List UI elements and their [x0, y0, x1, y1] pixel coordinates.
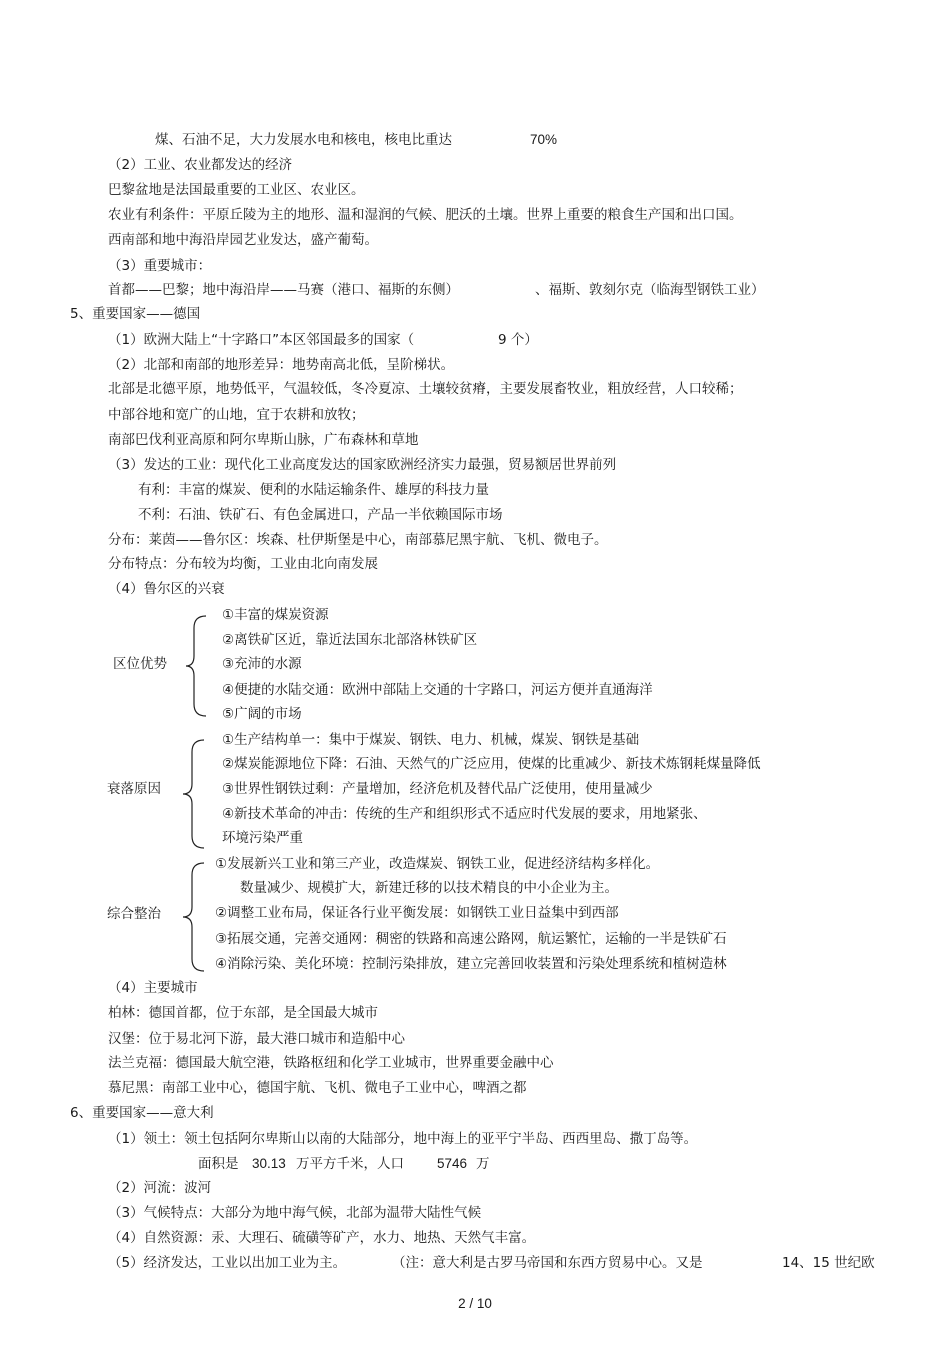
text-line: （2）工业、农业都发达的经济	[108, 157, 293, 173]
text-line: （1）欧洲大陆上“十字路口”本区邻国最多的国家（	[108, 332, 415, 348]
text-line: 不利：石油、铁矿石、有色金属进口，产品一半依赖国际市场	[138, 507, 503, 523]
text-line: 柏林：德国首都，位于东部，是全国最大城市	[108, 1005, 378, 1021]
text-line: （1）领土：领土包括阿尔卑斯山以南的大陆部分，地中海上的亚平宁半岛、西西里岛、撒丁岛等。	[108, 1131, 698, 1147]
list-item: ④消除污染、美化环境：控制污染排放，建立完善回收装置和污染处理系统和植树造林	[215, 956, 727, 972]
brace-icon	[184, 614, 212, 718]
text-line: （注：意大利是古罗马帝国和东西方贸易中心。又是	[392, 1255, 703, 1271]
group-label-decline-reasons: 衰落原因	[107, 781, 161, 797]
text-line: 农业有利条件：平原丘陵为主的地形、温和湿润的气候、肥沃的土壤。世界上重要的粮食生产国和出口国。	[108, 207, 743, 223]
section-heading: 5、重要国家——德国	[70, 306, 201, 322]
text-line: （2）北部和南部的地形差异：地势南高北低，呈阶梯状。	[108, 357, 455, 373]
text-line: 14、15 世纪欧	[782, 1255, 875, 1271]
list-item: ⑤广阔的市场	[222, 706, 302, 722]
text-line: 分布特点：分布较为均衡，工业由北向南发展	[108, 556, 378, 572]
list-item: ③世界性钢铁过剩：产量增加，经济危机及替代品广泛使用，使用量减少	[222, 781, 653, 797]
brace-icon	[180, 738, 210, 850]
text-line: 万	[476, 1156, 490, 1172]
list-item: ①生产结构单一：集中于煤炭、钢铁、电力、机械，煤炭、钢铁是基础	[222, 732, 640, 748]
text-line: 法兰克福：德国最大航空港，铁路枢纽和化学工业城市，世界重要金融中心	[108, 1055, 554, 1071]
text-line: 万平方千米，人口	[296, 1156, 404, 1172]
list-item: ①丰富的煤炭资源	[222, 607, 329, 623]
text-line: 慕尼黑：南部工业中心，德国宇航、飞机、微电子工业中心，啤酒之都	[108, 1080, 527, 1096]
list-item: ④便捷的水陆交通：欧洲中部陆上交通的十字路口，河运方便并直通海洋	[222, 682, 653, 698]
list-item: ④新技术革命的冲击：传统的生产和组织形式不适应时代发展的要求，用地紧张、	[222, 806, 707, 822]
text-line: 分布：莱茵——鲁尔区：埃森、杜伊斯堡是中心，南部慕尼黑宇航、飞机、微电子。	[108, 532, 608, 548]
text-line: （3）发达的工业：现代化工业高度发达的国家欧洲经济实力最强，贸易额居世界前列	[108, 457, 617, 473]
text-line: 30.13	[252, 1156, 286, 1171]
list-item: ①发展新兴工业和第三产业，改造煤炭、钢铁工业，促进经济结构多样化。	[215, 856, 660, 872]
list-item: 环境污染严重	[222, 830, 303, 846]
list-item: ②煤炭能源地位下降：石油、天然气的广泛应用，使煤的比重减少、新技术炼钢耗煤量降低	[222, 756, 761, 772]
section-heading: 6、重要国家——意大利	[70, 1105, 214, 1121]
text-line: 面积是	[198, 1156, 239, 1172]
text-line: 9 个）	[498, 332, 538, 348]
text-line: （4）自然资源：汞、大理石、硫磺等矿产，水力、地热、天然气丰富。	[108, 1230, 536, 1246]
text-line: 西南部和地中海沿岸园艺业发达，盛产葡萄。	[108, 232, 378, 248]
group-label-location-advantage: 区位优势	[113, 656, 167, 672]
text-line: 有利：丰富的煤炭、便利的水陆运输条件、雄厚的科技力量	[138, 482, 489, 498]
list-item: ②离铁矿区近，靠近法国东北部洛林铁矿区	[222, 632, 478, 648]
text-line: 5746	[437, 1156, 468, 1171]
text-line: （4）主要城市	[108, 980, 198, 996]
text-line: 汉堡：位于易北河下游，最大港口城市和造船中心	[108, 1031, 405, 1047]
text-line: 中部谷地和宽广的山地，宜于农耕和放牧；	[108, 407, 365, 423]
list-item: ②调整工业布局，保证各行业平衡发展：如钢铁工业日益集中到西部	[215, 905, 619, 921]
text-line: （5）经济发达，工业以出加工业为主。	[108, 1255, 347, 1271]
text-line: （4）鲁尔区的兴衰	[108, 581, 225, 597]
brace-icon	[180, 861, 210, 973]
text-line: （2）河流：波河	[108, 1180, 212, 1196]
text-line: 、福斯、敦刻尔克（临海型钢铁工业）	[535, 282, 765, 298]
page-number: 2 / 10	[458, 1296, 492, 1311]
text-line: 煤、石油不足，大力发展水电和核电，核电比重达	[155, 132, 452, 148]
text-line: 南部巴伐利亚高原和阿尔卑斯山脉，广布森林和草地	[108, 432, 419, 448]
list-item: ③充沛的水源	[222, 656, 302, 672]
text-line: （3）重要城市：	[108, 258, 212, 274]
text-line: 北部是北德平原，地势低平，气温较低，冬冷夏凉、土壤较贫瘠，主要发展畜牧业，粗放经营，人口较稀；	[108, 381, 743, 397]
list-item: ③拓展交通，完善交通网：稠密的铁路和高速公路网，航运繁忙，运输的一半是铁矿石	[215, 931, 727, 947]
text-line: 70%	[530, 132, 558, 147]
text-line: 首都——巴黎；地中海沿岸——马赛（港口、福斯的东侧）	[108, 282, 459, 298]
text-line: 巴黎盆地是法国最重要的工业区、农业区。	[108, 182, 365, 198]
group-label-comprehensive-treatment: 综合整治	[107, 906, 161, 922]
text-line: （3）气候特点：大部分为地中海气候，北部为温带大陆性气候	[108, 1205, 482, 1221]
list-item: 数量减少、规模扩大，新建迁移的以技术精良的中小企业为主。	[240, 880, 618, 896]
